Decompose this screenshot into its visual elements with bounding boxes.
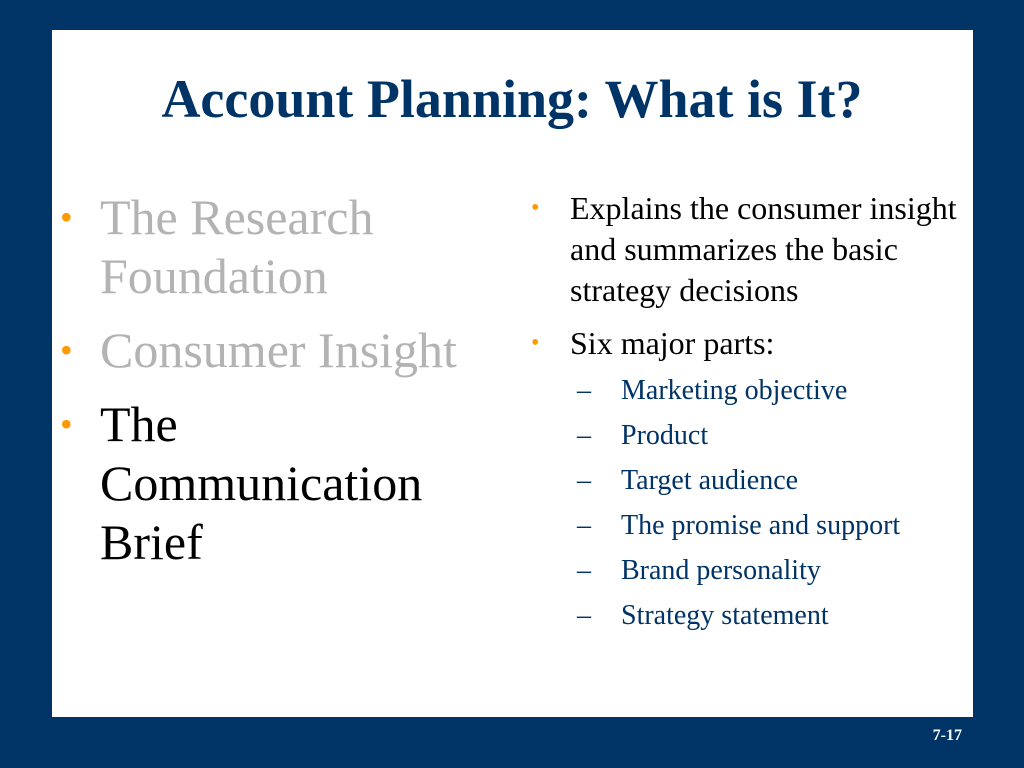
sub-list-item <box>577 413 1007 458</box>
sub-list-item-label: Strategy statement <box>621 600 829 631</box>
right-bullet-list <box>531 188 961 650</box>
list-item-label: Explains the consumer insight and summarizes the basic strategy decisions <box>570 190 957 308</box>
list-item-research-foundation <box>60 188 490 306</box>
list-item-consumer-insight <box>60 321 490 380</box>
list-item-communication-brief <box>60 395 490 572</box>
dash-icon: – <box>577 510 591 541</box>
sub-list-item <box>577 593 1007 638</box>
sub-list-item-label: Brand personality <box>621 555 821 586</box>
list-item-label: Consumer Insight <box>100 322 457 378</box>
dash-icon: – <box>577 465 591 496</box>
list-item-explains <box>531 188 961 311</box>
bullet-icon: • <box>60 330 73 370</box>
sub-list-item-label: Marketing objective <box>621 375 848 406</box>
list-item-label: The Research Foundation <box>100 189 374 304</box>
bullet-icon: • <box>60 404 73 444</box>
slide-number: 7-17 <box>932 727 962 744</box>
sub-list-item-label: Product <box>621 420 709 451</box>
sub-list-item-label: Target audience <box>621 465 799 496</box>
dash-icon: – <box>577 375 591 406</box>
bullet-icon: • <box>60 197 73 237</box>
list-item-label: The Communication Brief <box>100 396 423 570</box>
list-item-six-parts <box>531 323 961 638</box>
sub-list-item <box>577 503 1007 548</box>
sub-list-item <box>577 368 1007 413</box>
slide-title: Account Planning: What is It? <box>161 69 863 129</box>
dash-icon: – <box>577 600 591 631</box>
list-item-label: Six major parts: <box>570 325 775 361</box>
dash-icon: – <box>577 420 591 451</box>
bullet-icon: • <box>531 195 540 221</box>
bullet-icon: • <box>531 330 540 356</box>
sub-list-item-label: The promise and support <box>621 510 901 541</box>
sub-list-item <box>577 548 1007 593</box>
sub-list-item <box>577 458 1007 503</box>
dash-icon: – <box>577 555 591 586</box>
left-bullet-list <box>60 188 490 587</box>
sub-bullet-list <box>570 368 961 638</box>
